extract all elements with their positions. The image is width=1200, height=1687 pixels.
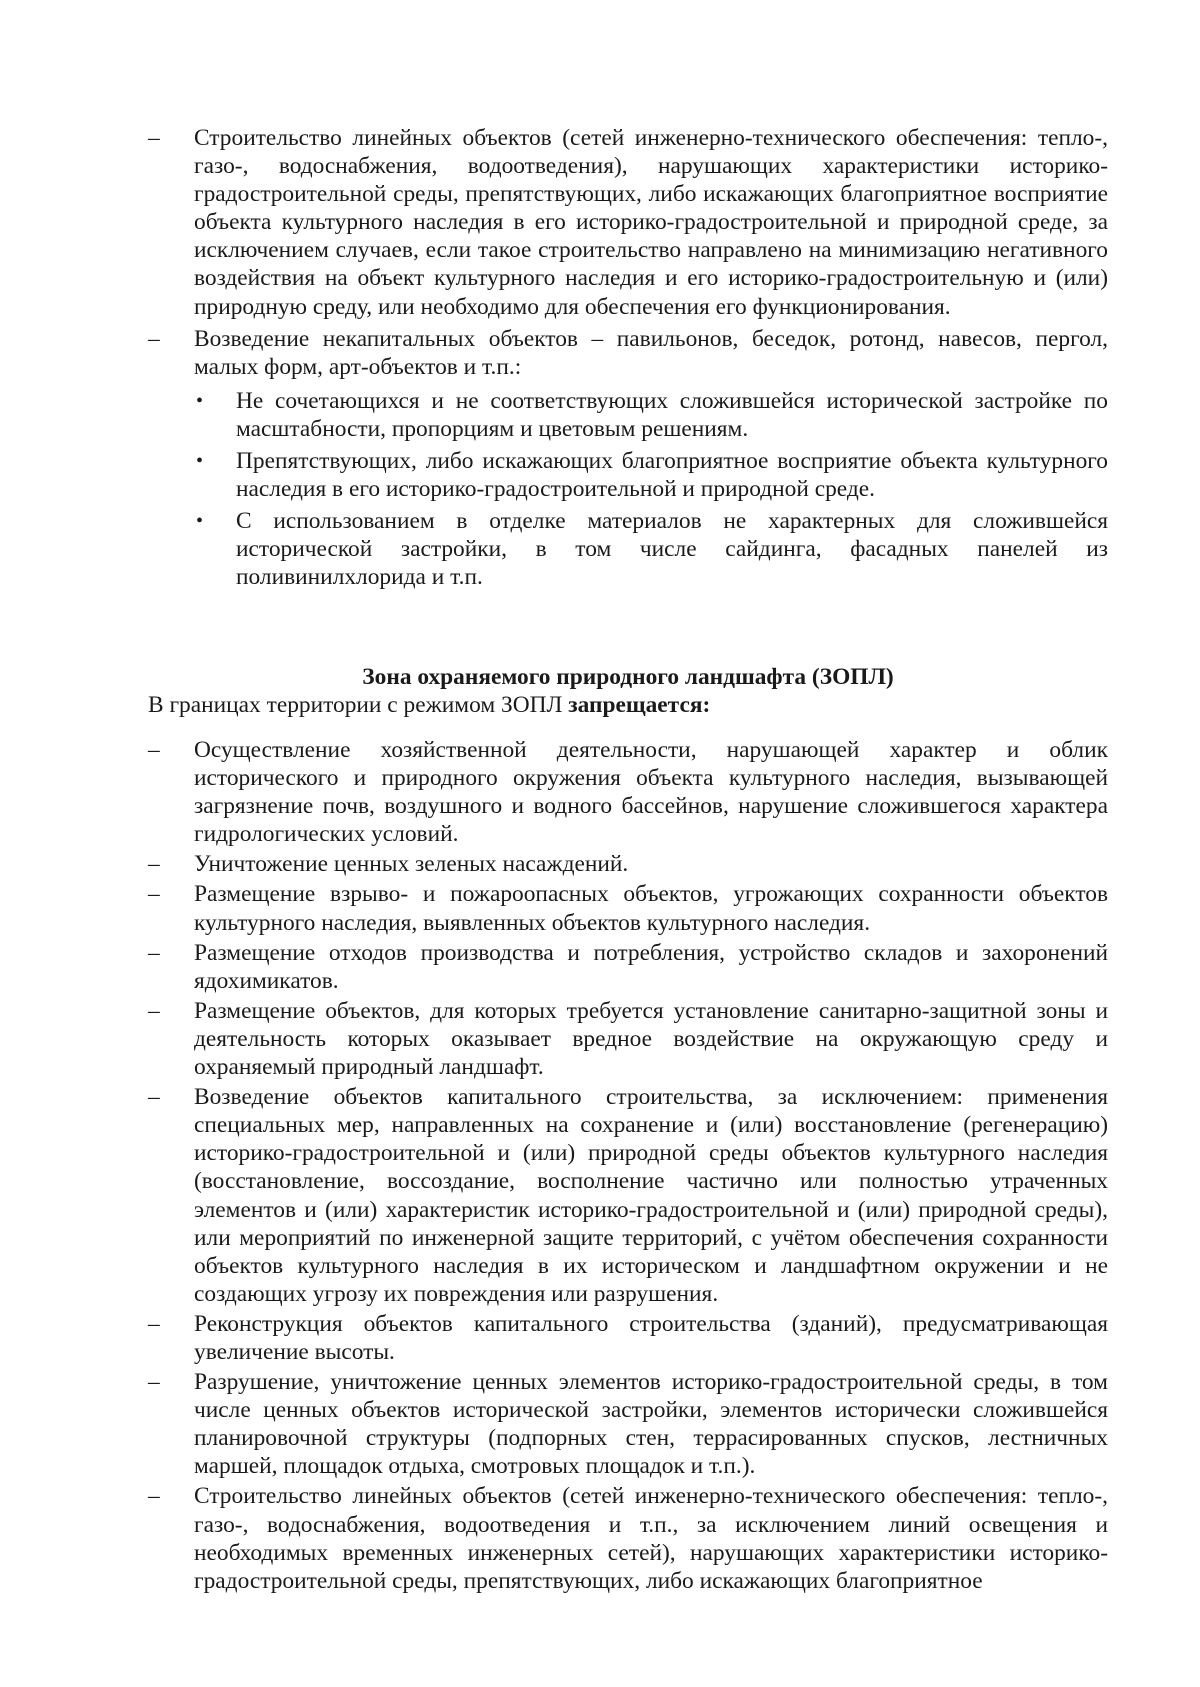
sublist-item-text: Не сочетающихся и не соответствующих сложившейся исторической застройке по масштабности, пропорциям и цветовым решениям. <box>236 387 1108 442</box>
dash-marker: – <box>148 881 160 908</box>
sublist-item <box>194 387 1108 443</box>
intro-text: В границах территории с режимом ЗОПЛ <box>148 692 569 718</box>
dash-marker: – <box>148 737 160 763</box>
list-item-text: Размещение отходов производства и потребления, устройство складов и захоронений ядохимикатов. <box>194 939 1108 994</box>
section1-list <box>148 124 1108 592</box>
section2-list <box>148 736 1108 1595</box>
list-item-text: Строительство линейных объектов (сетей инженерно-технического обеспечения: тепло-, газо-, водоснабжения, водоотведения и т.п., за исключением линий освещения и необходимых временных инженерных сетей), нарушающих характеристики историко-градостроительной среды, препятствующих, либо искажающих благоприятное <box>194 1483 1108 1594</box>
list-item-text: Возведение некапитальных объектов – павильонов, беседок, ротонд, навесов, пергол, малых форм, арт-объектов и т.п.: <box>194 325 1108 380</box>
section-intro <box>148 691 1108 719</box>
bullet-sublist <box>194 387 1108 592</box>
list-item-text: Осуществление хозяйственной деятельности, нарушающей характер и облик исторического и природного окружения объекта культурного наследия, вызывающей загрязнение почв, воздушного и водного бассейнов, нарушение сложившегося характера гидрологических условий. <box>194 737 1108 848</box>
bullet-marker: • <box>196 510 204 533</box>
sublist-item <box>194 507 1108 591</box>
dash-marker: – <box>148 851 160 878</box>
dash-marker: – <box>148 325 160 352</box>
list-item-text: Размещение взрыво- и пожароопасных объектов, угрожающих сохранности объектов культурного наследия, выявленных объектов культурного наследия. <box>194 881 1108 936</box>
list-item <box>148 939 1108 995</box>
bullet-marker: • <box>196 450 204 473</box>
dash-marker: – <box>148 125 160 151</box>
bullet-marker: • <box>196 389 204 412</box>
list-item <box>148 997 1108 1081</box>
list-item-text: Реконструкция объектов капитального строительства (зданий), предусматривающая увеличение высоты. <box>194 1310 1108 1365</box>
list-item <box>148 325 1108 592</box>
list-item-text: Размещение объектов, для которых требуется установление санитарно-защитной зоны и деятельность которых оказывает вредное воздействие на окружающую среду и охраняемый природный ландшафт. <box>194 997 1108 1081</box>
list-item-text: Возведение объектов капитального строительства, за исключением: применения специальных мер, направленных на сохранение и (или) восстановление (регенерацию) историко-градостроительной и (или) природной среды объектов культурного наследия (восстановление, воссоздание, восполнение частично или полностью утраченных элементов и (или) характеристик историко-градостроительной и (или) природной среды), или мероприятий по инженерной защите территорий, с учётом обеспечения сохранности объектов культурного наследия в их историческом и ландшафтном окружении и не создающих угрозу их повреждения или разрушения. <box>194 1084 1108 1307</box>
list-item-text: Разрушение, уничтожение ценных элементов историко-градостроительной среды, в том числе ценных объектов исторической застройки, элементов исторически сложившейся планировочной структуры (подпорных стен, террасированных спусков, лестничных маршей, площадок отдыха, смотровых площадок и т.п.). <box>194 1369 1108 1480</box>
sublist-item-text: Препятствующих, либо искажающих благоприятное восприятие объекта культурного наследия в его историко-градостроительной и природной среде. <box>236 448 1108 503</box>
list-item-text: Уничтожение ценных зеленых насаждений. <box>194 851 629 878</box>
list-item <box>148 736 1108 848</box>
list-item-text: Строительство линейных объектов (сетей инженерно-технического обеспечения: тепло-, газо-, водоснабжения, водоотведения), нарушающих характеристики историко-градостроительной среды, препятствующих, либо искажающих благоприятное восприятие объекта культурного наследия в его историко-градостроительной и природной среде, за исключением случаев, если такое строительство направлено на минимизацию негативного воздействия на объект культурного наследия и его историко-градостроительную и (или) природную среду, или необходимо для обеспечения его функционирования. <box>194 125 1108 320</box>
intro-bold-text: запрещается: <box>568 692 711 718</box>
dash-marker: – <box>148 1483 160 1510</box>
list-item <box>148 124 1108 321</box>
dash-marker: – <box>148 1310 160 1337</box>
dash-marker: – <box>148 939 160 966</box>
list-item <box>148 1083 1108 1308</box>
sublist-item-text: С использованием в отделке материалов не характерных для сложившейся исторической застройки, в том числе сайдинга, фасадных панелей из поливинилхлорида и т.п. <box>236 508 1108 591</box>
list-item <box>148 1368 1108 1480</box>
list-item <box>148 880 1108 936</box>
section-heading: Зона охраняемого природного ландшафта (ЗОПЛ) <box>362 664 894 690</box>
dash-marker: – <box>148 1369 160 1396</box>
sublist-item <box>194 447 1108 503</box>
dash-marker: – <box>148 997 160 1024</box>
list-item <box>148 1310 1108 1366</box>
dash-marker: – <box>148 1084 160 1111</box>
list-item <box>148 1482 1108 1594</box>
list-item <box>148 850 1108 878</box>
